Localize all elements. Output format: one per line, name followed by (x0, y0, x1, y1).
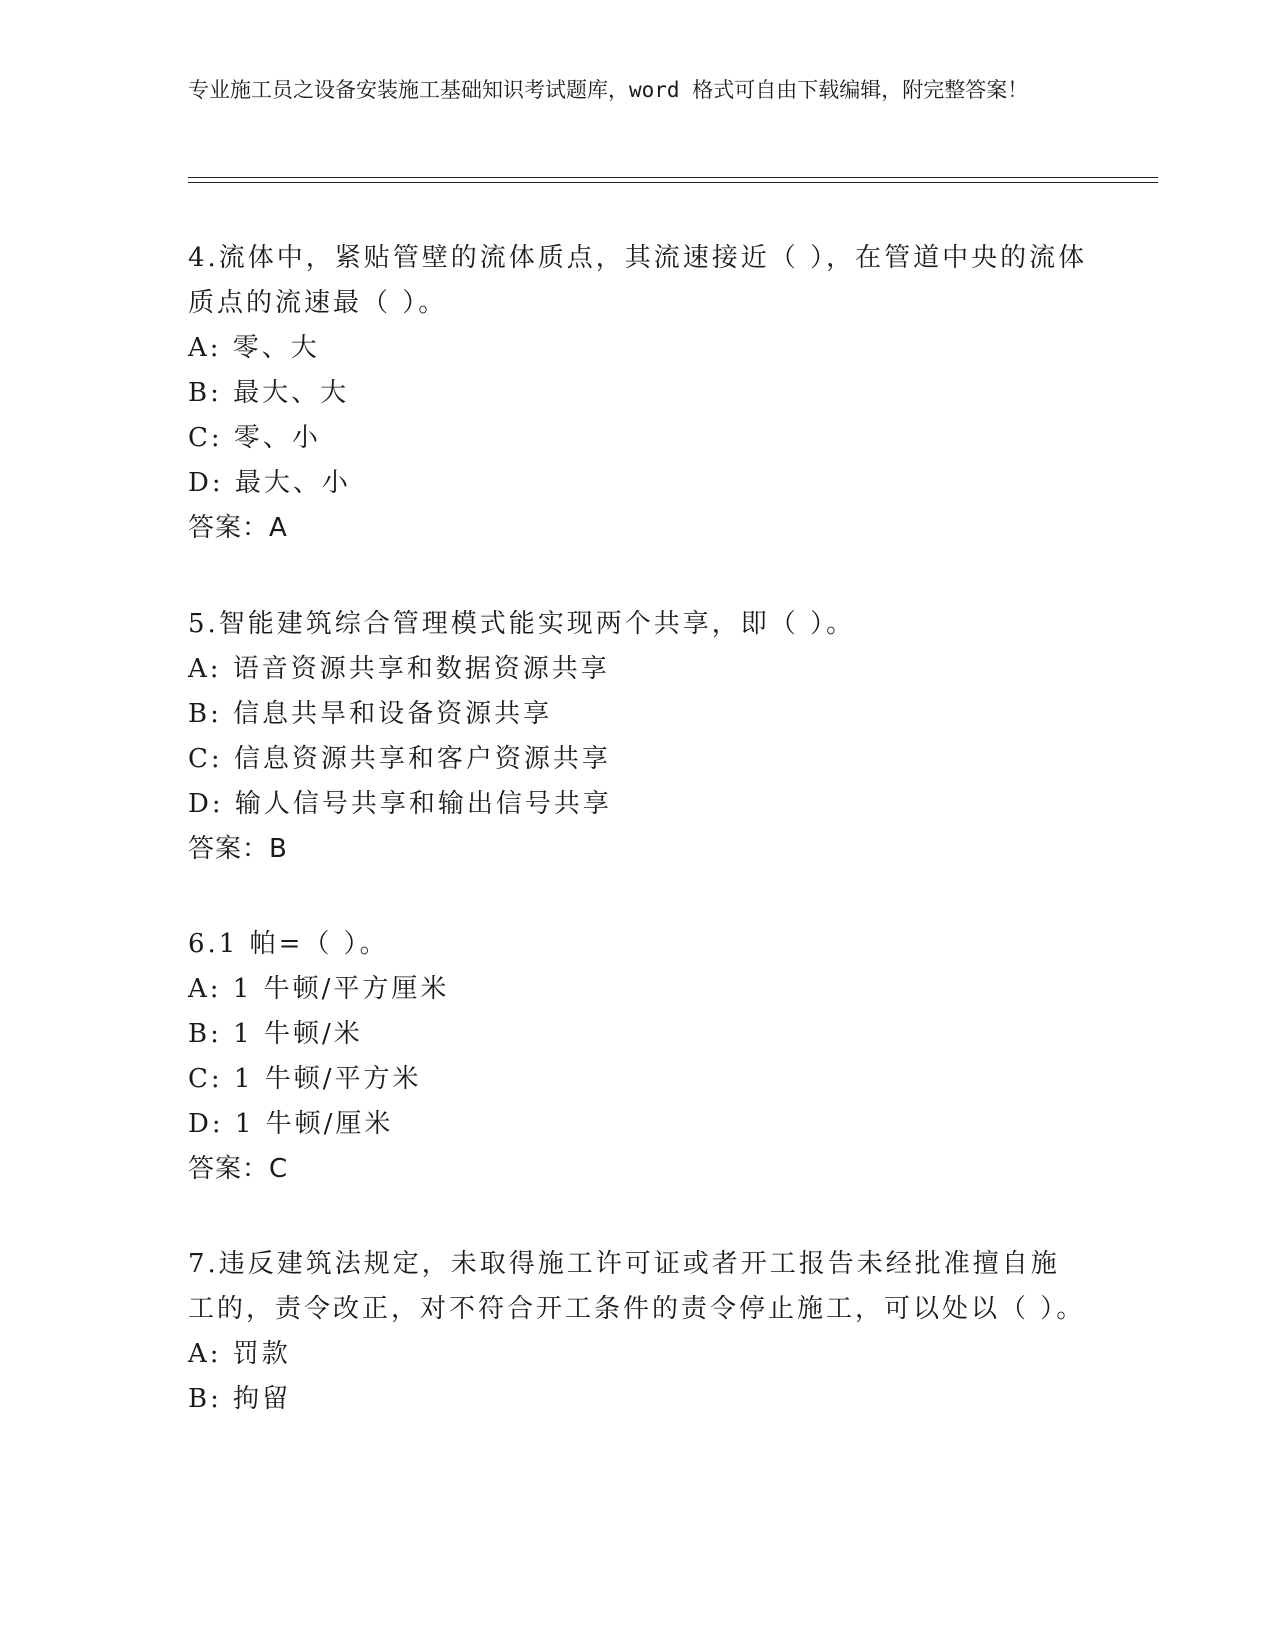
option-b: B: 1 牛顿/米 (188, 1019, 363, 1049)
option-c: C: 零、小 (188, 423, 321, 453)
answer-line: 答案：A (188, 513, 288, 543)
question-stem: 7.违反建筑法规定，未取得施工许可证或者开工报告未经批准擅自施工的，责令改正，对不符合开工条件的责令停止施工，可以处以（ ）。 (188, 1249, 1086, 1324)
option-c: C: 信息资源共享和客户资源共享 (188, 744, 611, 774)
option-d: D: 1 牛顿/厘米 (188, 1109, 394, 1139)
question-stem: 6.1 帕=（ ）。 (188, 929, 389, 959)
option-c: C: 1 牛顿/平方米 (188, 1064, 422, 1094)
question-6 (188, 922, 1088, 1192)
option-a: A: 罚款 (188, 1339, 291, 1369)
option-d: D: 最大、小 (188, 468, 351, 498)
option-a: A: 零、大 (188, 333, 320, 363)
option-a: A: 1 牛顿/平方厘米 (188, 974, 450, 1004)
answer-line: 答案：C (188, 1154, 289, 1184)
answer-line: 答案：B (188, 834, 288, 864)
option-a: A: 语音资源共享和数据资源共享 (188, 654, 610, 684)
option-b: B: 信息共旱和设备资源共享 (188, 699, 553, 729)
document-header: 专业施工员之设备安装施工基础知识考试题库，word 格式可自由下载编辑，附完整答案！ (188, 78, 1029, 102)
question-stem: 5.智能建筑综合管理模式能实现两个共享，即（ ）。 (188, 609, 856, 639)
option-d: D: 输人信号共享和输出信号共享 (188, 789, 612, 819)
option-b: B: 拘留 (188, 1384, 292, 1414)
question-4 (188, 236, 1088, 551)
question-7 (188, 1242, 1088, 1422)
header-divider-top (188, 177, 1158, 178)
header-divider-bottom (188, 182, 1158, 183)
question-5 (188, 602, 1088, 872)
option-b: B: 最大、大 (188, 378, 350, 408)
question-stem: 4.流体中，紧贴管壁的流体质点，其流速接近（ ），在管道中央的流体质点的流速最（ ）。 (188, 243, 1088, 318)
